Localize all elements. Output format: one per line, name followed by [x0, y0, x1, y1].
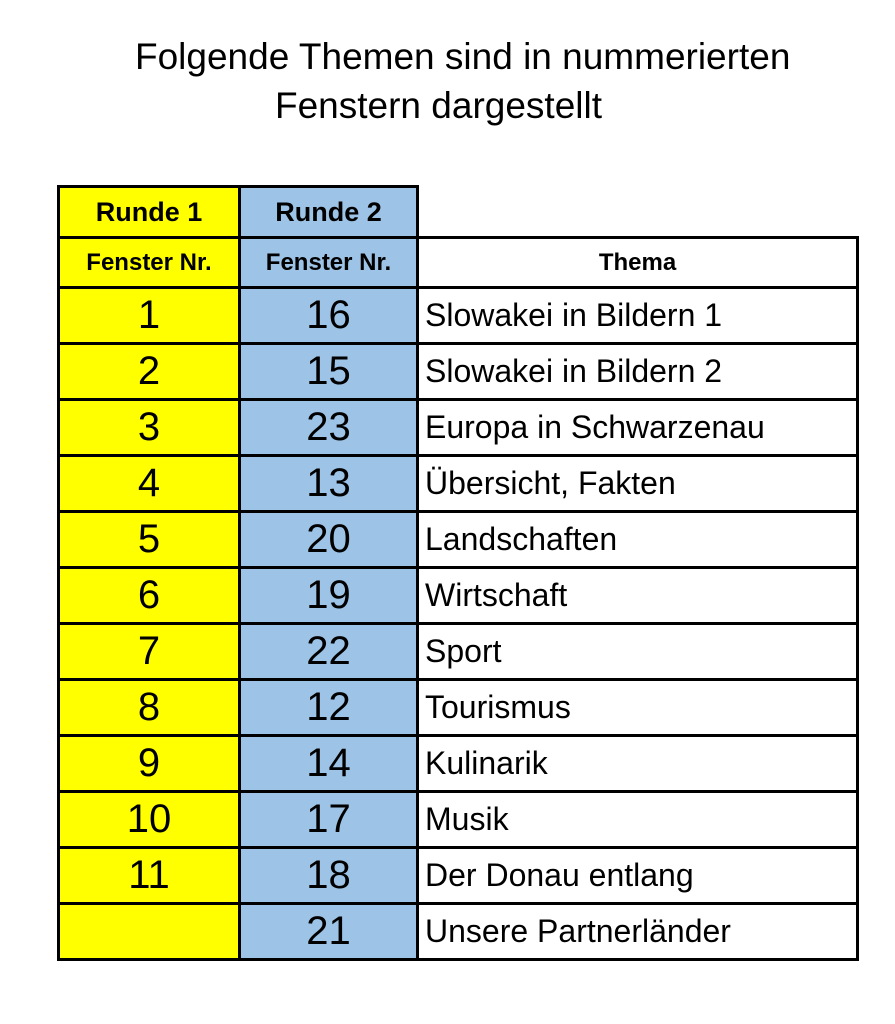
round-1-number: 1	[57, 286, 241, 345]
topic-cell: Landschaften	[416, 510, 859, 569]
round-2-number: 22	[238, 622, 419, 681]
topic-cell: Sport	[416, 622, 859, 681]
round-1-number: 8	[57, 678, 241, 737]
header-fenster-round-1: Fenster Nr.	[57, 236, 241, 289]
round-2-number: 21	[238, 902, 419, 961]
topic-cell: Slowakei in Bildern 1	[416, 286, 859, 345]
page-title-line-1: Folgende Themen sind in nummerierten	[135, 36, 791, 77]
topic-cell: Unsere Partnerländer	[416, 902, 859, 961]
round-1-number: 2	[57, 342, 241, 401]
round-2-number: 13	[238, 454, 419, 513]
round-2-number: 19	[238, 566, 419, 625]
round-2-number: 12	[238, 678, 419, 737]
round-2-number: 15	[238, 342, 419, 401]
round-2-number: 20	[238, 510, 419, 569]
round-1-number: 3	[57, 398, 241, 457]
round-1-number: 9	[57, 734, 241, 793]
round-1-number: 7	[57, 622, 241, 681]
header-round-1: Runde 1	[57, 185, 241, 239]
round-1-number: 6	[57, 566, 241, 625]
round-1-number: 10	[57, 790, 241, 849]
round-2-number: 23	[238, 398, 419, 457]
round-1-number: 11	[57, 846, 241, 905]
topic-cell: Kulinarik	[416, 734, 859, 793]
round-2-number: 14	[238, 734, 419, 793]
header-fenster-round-2: Fenster Nr.	[238, 236, 419, 289]
topic-cell: Slowakei in Bildern 2	[416, 342, 859, 401]
round-1-number: 4	[57, 454, 241, 513]
round-1-number: 5	[57, 510, 241, 569]
topic-cell: Europa in Schwarzenau	[416, 398, 859, 457]
page-title-line-2: Fenstern dargestellt	[275, 85, 603, 126]
topic-cell: Musik	[416, 790, 859, 849]
topic-cell: Wirtschaft	[416, 566, 859, 625]
topic-cell: Übersicht, Fakten	[416, 454, 859, 513]
header-thema: Thema	[416, 236, 859, 289]
topic-cell: Der Donau entlang	[416, 846, 859, 905]
round-1-number	[57, 902, 241, 961]
round-2-number: 18	[238, 846, 419, 905]
header-round-2: Runde 2	[238, 185, 419, 239]
topic-cell: Tourismus	[416, 678, 859, 737]
round-2-number: 17	[238, 790, 419, 849]
round-2-number: 16	[238, 286, 419, 345]
